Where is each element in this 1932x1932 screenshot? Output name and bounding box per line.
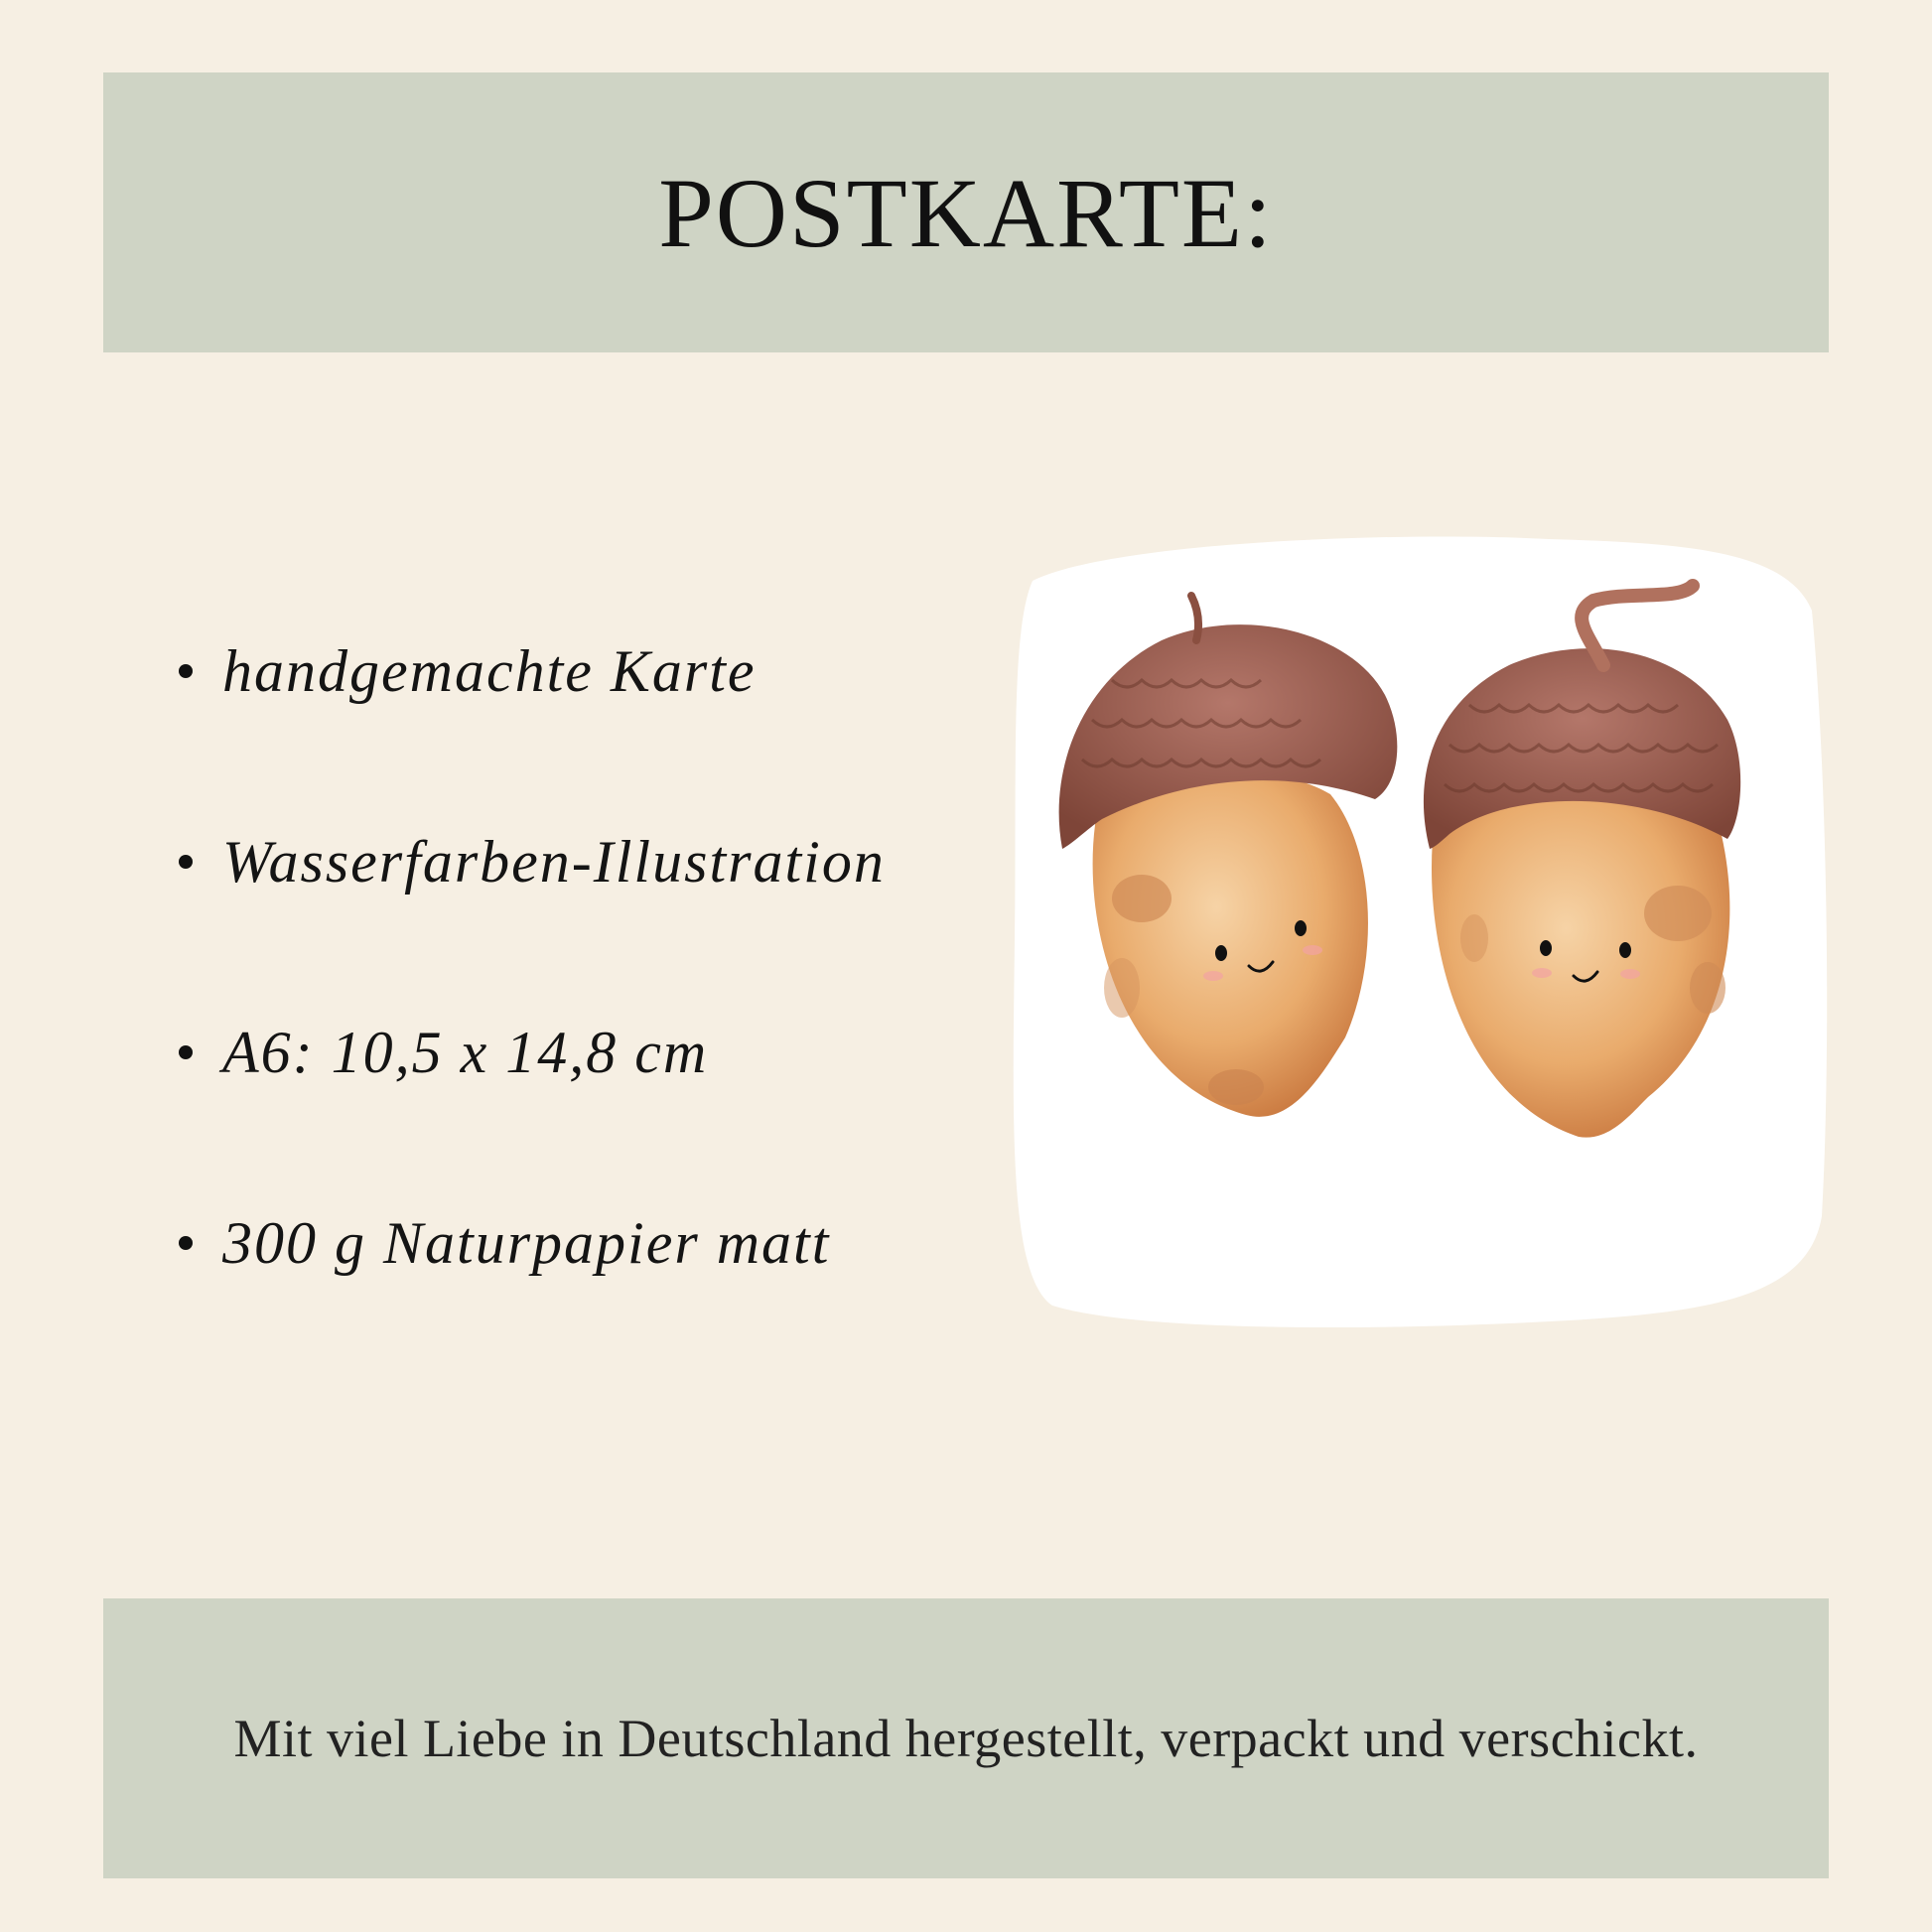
bullet-icon	[179, 664, 193, 678]
feature-text: 300 g Naturpapier matt	[222, 1209, 831, 1276]
feature-item	[179, 1148, 886, 1338]
feature-list	[179, 576, 886, 1338]
acorn-illustration	[993, 521, 1832, 1335]
feature-text: handgemachte Karte	[222, 637, 757, 704]
bullet-icon	[179, 855, 193, 869]
bullet-icon	[179, 1236, 193, 1250]
feature-item	[179, 957, 886, 1148]
bullet-icon	[179, 1045, 193, 1059]
footer-text: Mit viel Liebe in Deutschland hergestellt, verpackt und verschickt.	[233, 1709, 1699, 1768]
feature-item	[179, 576, 886, 766]
footer-banner	[103, 1598, 1829, 1878]
title-banner	[103, 72, 1829, 352]
feature-text: A6: 10,5 x 14,8 cm	[222, 1019, 709, 1085]
page-title: POSTKARTE:	[658, 157, 1274, 268]
feature-item	[179, 766, 886, 957]
feature-text: Wasserfarben-Illustration	[222, 828, 886, 895]
